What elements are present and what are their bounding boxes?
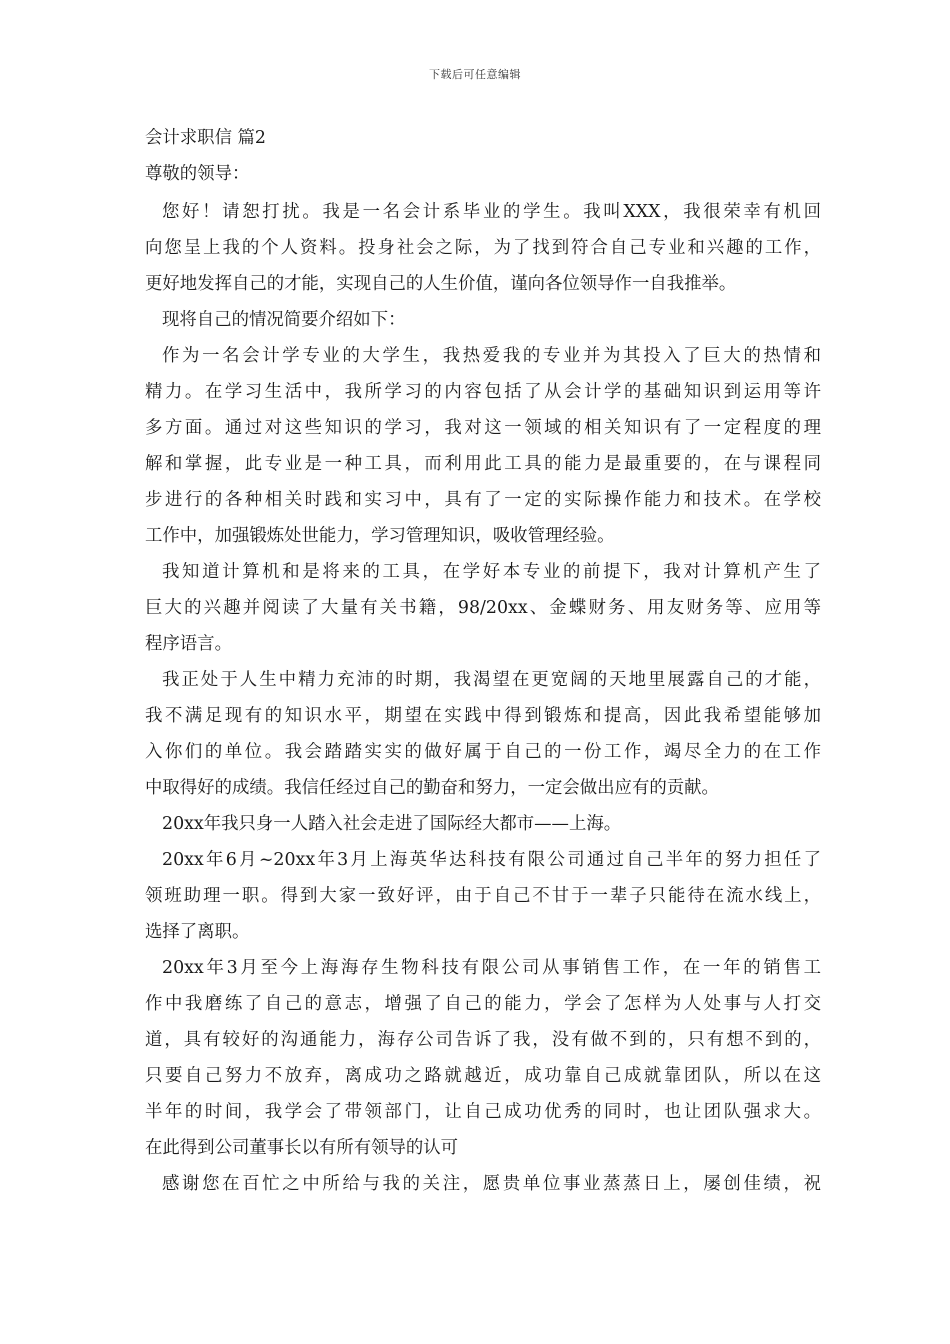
- paragraph-line: 程序语言。: [145, 634, 232, 654]
- paragraph-line: 20xx年我只身一人踏入社会走进了国际经大都市——上海。: [162, 814, 622, 834]
- paragraph-line: 我知道计算机和是将来的工具，在学好本专业的前提下，我对计算机产生了: [162, 562, 821, 582]
- document-body: [145, 124, 821, 1199]
- paragraph-line: 多方面。通过对这些知识的学习，我对这一领域的相关知识有了一定程度的理: [145, 418, 821, 438]
- paragraph-line: 向您呈上我的个人资料。投身社会之际，为了找到符合自己专业和兴趣的工作，: [145, 238, 821, 258]
- paragraph-line: 入你们的单位。我会踏踏实实的做好属于自己的一份工作，竭尽全力的在工作: [145, 742, 821, 762]
- paragraph-line: 道，具有较好的沟通能力，海存公司告诉了我，没有做不到的，只有想不到的，: [145, 1030, 821, 1050]
- paragraph-line: 在此得到公司董事长以有所有领导的认可: [145, 1138, 459, 1158]
- salutation: 尊敬的领导：: [145, 164, 250, 184]
- paragraph-line: 您好！请恕打扰。我是一名会计系毕业的学生。我叫XXX，我很荣幸有机回: [162, 202, 821, 222]
- paragraph-line: 工作中，加强锻炼处世能力，学习管理知识，吸收管理经验。: [145, 526, 615, 546]
- paragraph-line: 选择了离职。: [145, 922, 250, 942]
- paragraph-line: 更好地发挥自己的才能，实现自己的人生价值，谨向各位领导作一自我推举。: [145, 274, 737, 294]
- paragraph-line: 20xx年3月至今上海海存生物科技有限公司从事销售工作，在一年的销售工: [162, 958, 821, 978]
- paragraph-line: 巨大的兴趣并阅读了大量有关书籍，98/20xx、金蝶财务、用友财务等、应用等: [145, 598, 821, 618]
- paragraph-line: 作中我磨练了自己的意志，增强了自己的能力，学会了怎样为人处事与人打交: [145, 994, 821, 1014]
- paragraph-line: 领班助理一职。得到大家一致好评，由于自己不甘于一辈子只能待在流水线上，: [145, 886, 821, 906]
- paragraph-line: 步进行的各种相关时践和实习中，具有了一定的实际操作能力和技术。在学校: [145, 490, 821, 510]
- paragraph-line: 中取得好的成绩。我信任经过自己的勤奋和努力，一定会做出应有的贡献。: [145, 778, 719, 798]
- paragraph-line: 精力。在学习生活中，我所学习的内容包括了从会计学的基础知识到运用等许: [145, 382, 821, 402]
- paragraph-line: 20xx年6月~20xx年3月上海英华达科技有限公司通过自己半年的努力担任了: [162, 850, 821, 870]
- paragraph-line: 感谢您在百忙之中所给与我的关注，愿贵单位事业蒸蒸日上，屡创佳绩，祝: [162, 1174, 821, 1194]
- document-title: 会计求职信 篇2: [145, 128, 266, 148]
- paragraph-line: 我正处于人生中精力充沛的时期，我渴望在更宽阔的天地里展露自己的才能，: [162, 670, 821, 690]
- paragraph-line: 只要自己努力不放弃，离成功之路就越近，成功靠自己成就靠团队，所以在这: [145, 1066, 821, 1086]
- paragraph-line: 现将自己的情况简要介绍如下：: [162, 310, 406, 330]
- header-note: 下载后可任意编辑: [429, 68, 521, 81]
- paragraph-line: 半年的时间，我学会了带领部门，让自己成功优秀的同时，也让团队强求大。: [145, 1102, 821, 1122]
- paragraph-line: 作为一名会计学专业的大学生，我热爱我的专业并为其投入了巨大的热情和: [162, 346, 821, 366]
- paragraph-line: 我不满足现有的知识水平，期望在实践中得到锻炼和提高，因此我希望能够加: [145, 706, 821, 726]
- paragraph-line: 解和掌握，此专业是一种工具，而利用此工具的能力是最重要的，在与课程同: [145, 454, 821, 474]
